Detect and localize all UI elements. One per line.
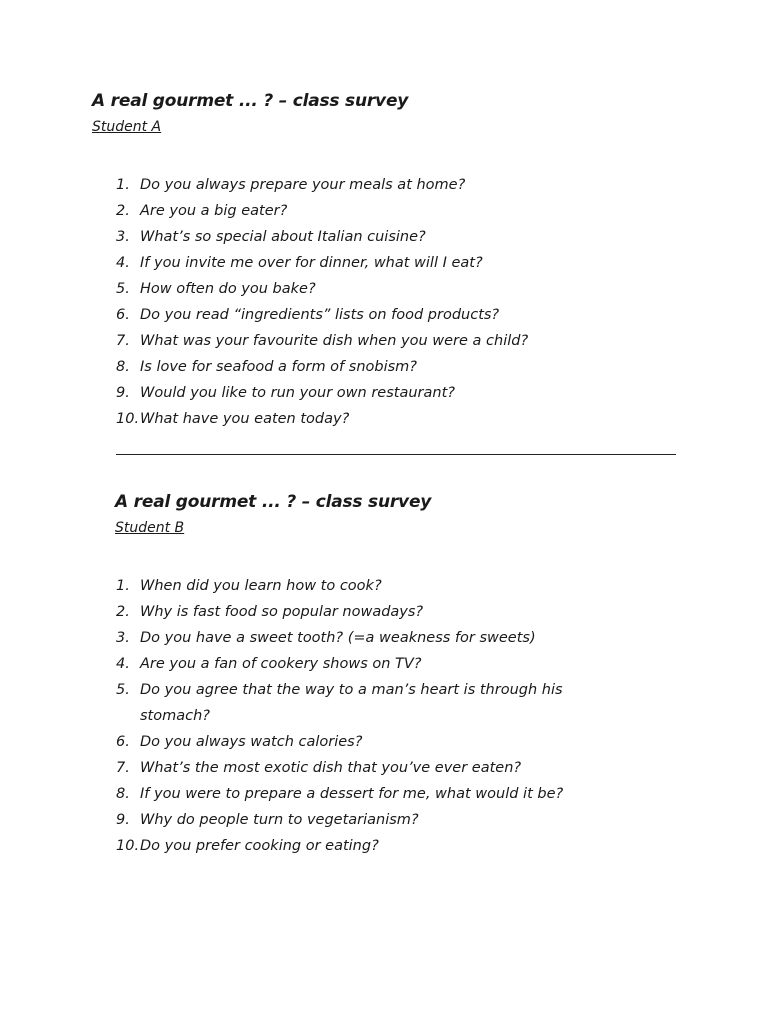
section-divider xyxy=(116,454,676,455)
section-a-subtitle: Student A xyxy=(92,119,162,135)
question-number: 4. xyxy=(116,255,130,271)
list-item xyxy=(116,807,676,833)
list-item xyxy=(116,224,676,250)
question-text: What was your favourite dish when you were a child? xyxy=(140,333,529,349)
question-text: If you were to prepare a dessert for me, what would it be? xyxy=(140,786,564,802)
list-item xyxy=(116,599,676,625)
list-item xyxy=(116,755,676,781)
section-a-question-list xyxy=(116,172,676,432)
section-a-title: A real gourmet ... ? – class survey xyxy=(92,91,409,111)
question-text: Would you like to run your own restaurant? xyxy=(140,385,455,401)
list-item xyxy=(116,328,676,354)
list-item xyxy=(116,198,676,224)
question-text: Are you a fan of cookery shows on TV? xyxy=(140,656,422,672)
list-item xyxy=(116,354,676,380)
list-item xyxy=(116,625,676,651)
question-text: Do you have a sweet tooth? (=a weakness for sweets) xyxy=(140,630,536,646)
list-item xyxy=(116,651,676,677)
question-text: Do you agree that the way to a man’s heart is through his stomach? xyxy=(140,682,563,724)
section-b-title: A real gourmet ... ? – class survey xyxy=(115,492,432,512)
question-number: 8. xyxy=(116,359,130,375)
question-text: Do you always watch calories? xyxy=(140,734,363,750)
list-item xyxy=(116,172,676,198)
question-text: What’s the most exotic dish that you’ve ever eaten? xyxy=(140,760,522,776)
question-text: Is love for seafood a form of snobism? xyxy=(140,359,417,375)
list-item xyxy=(116,677,676,729)
question-text: How often do you bake? xyxy=(140,281,316,297)
question-text: Why is fast food so popular nowadays? xyxy=(140,604,424,620)
question-number: 8. xyxy=(116,786,130,802)
question-number: 7. xyxy=(116,333,130,349)
list-item xyxy=(116,250,676,276)
question-number: 6. xyxy=(116,307,130,323)
question-text: Do you prefer cooking or eating? xyxy=(140,838,379,854)
list-item xyxy=(116,276,676,302)
list-item xyxy=(116,380,676,406)
question-number: 10. xyxy=(116,411,140,427)
question-text: Do you always prepare your meals at home? xyxy=(140,177,466,193)
question-number: 5. xyxy=(116,281,130,297)
question-number: 7. xyxy=(116,760,130,776)
list-item xyxy=(116,573,676,599)
question-text: When did you learn how to cook? xyxy=(140,578,382,594)
question-text: Why do people turn to vegetarianism? xyxy=(140,812,419,828)
question-number: 10. xyxy=(116,838,140,854)
question-number: 4. xyxy=(116,656,130,672)
section-a-header xyxy=(92,88,712,136)
list-item xyxy=(116,729,676,755)
question-number: 3. xyxy=(116,229,130,245)
section-b-question-list xyxy=(116,573,676,859)
question-number: 5. xyxy=(116,682,130,698)
list-item xyxy=(116,302,676,328)
question-text: Do you read “ingredients” lists on food products? xyxy=(140,307,500,323)
question-text: What’s so special about Italian cuisine? xyxy=(140,229,426,245)
list-item xyxy=(116,406,676,432)
question-number: 6. xyxy=(116,734,130,750)
question-number: 1. xyxy=(116,177,130,193)
question-text: If you invite me over for dinner, what will I eat? xyxy=(140,255,483,271)
question-number: 2. xyxy=(116,203,130,219)
question-text: What have you eaten today? xyxy=(140,411,350,427)
list-item xyxy=(116,833,676,859)
question-number: 3. xyxy=(116,630,130,646)
question-text: Are you a big eater? xyxy=(140,203,288,219)
section-b-header xyxy=(115,489,735,537)
section-b-subtitle: Student B xyxy=(115,520,185,536)
question-number: 9. xyxy=(116,385,130,401)
question-number: 9. xyxy=(116,812,130,828)
list-item xyxy=(116,781,676,807)
question-number: 2. xyxy=(116,604,130,620)
question-number: 1. xyxy=(116,578,130,594)
